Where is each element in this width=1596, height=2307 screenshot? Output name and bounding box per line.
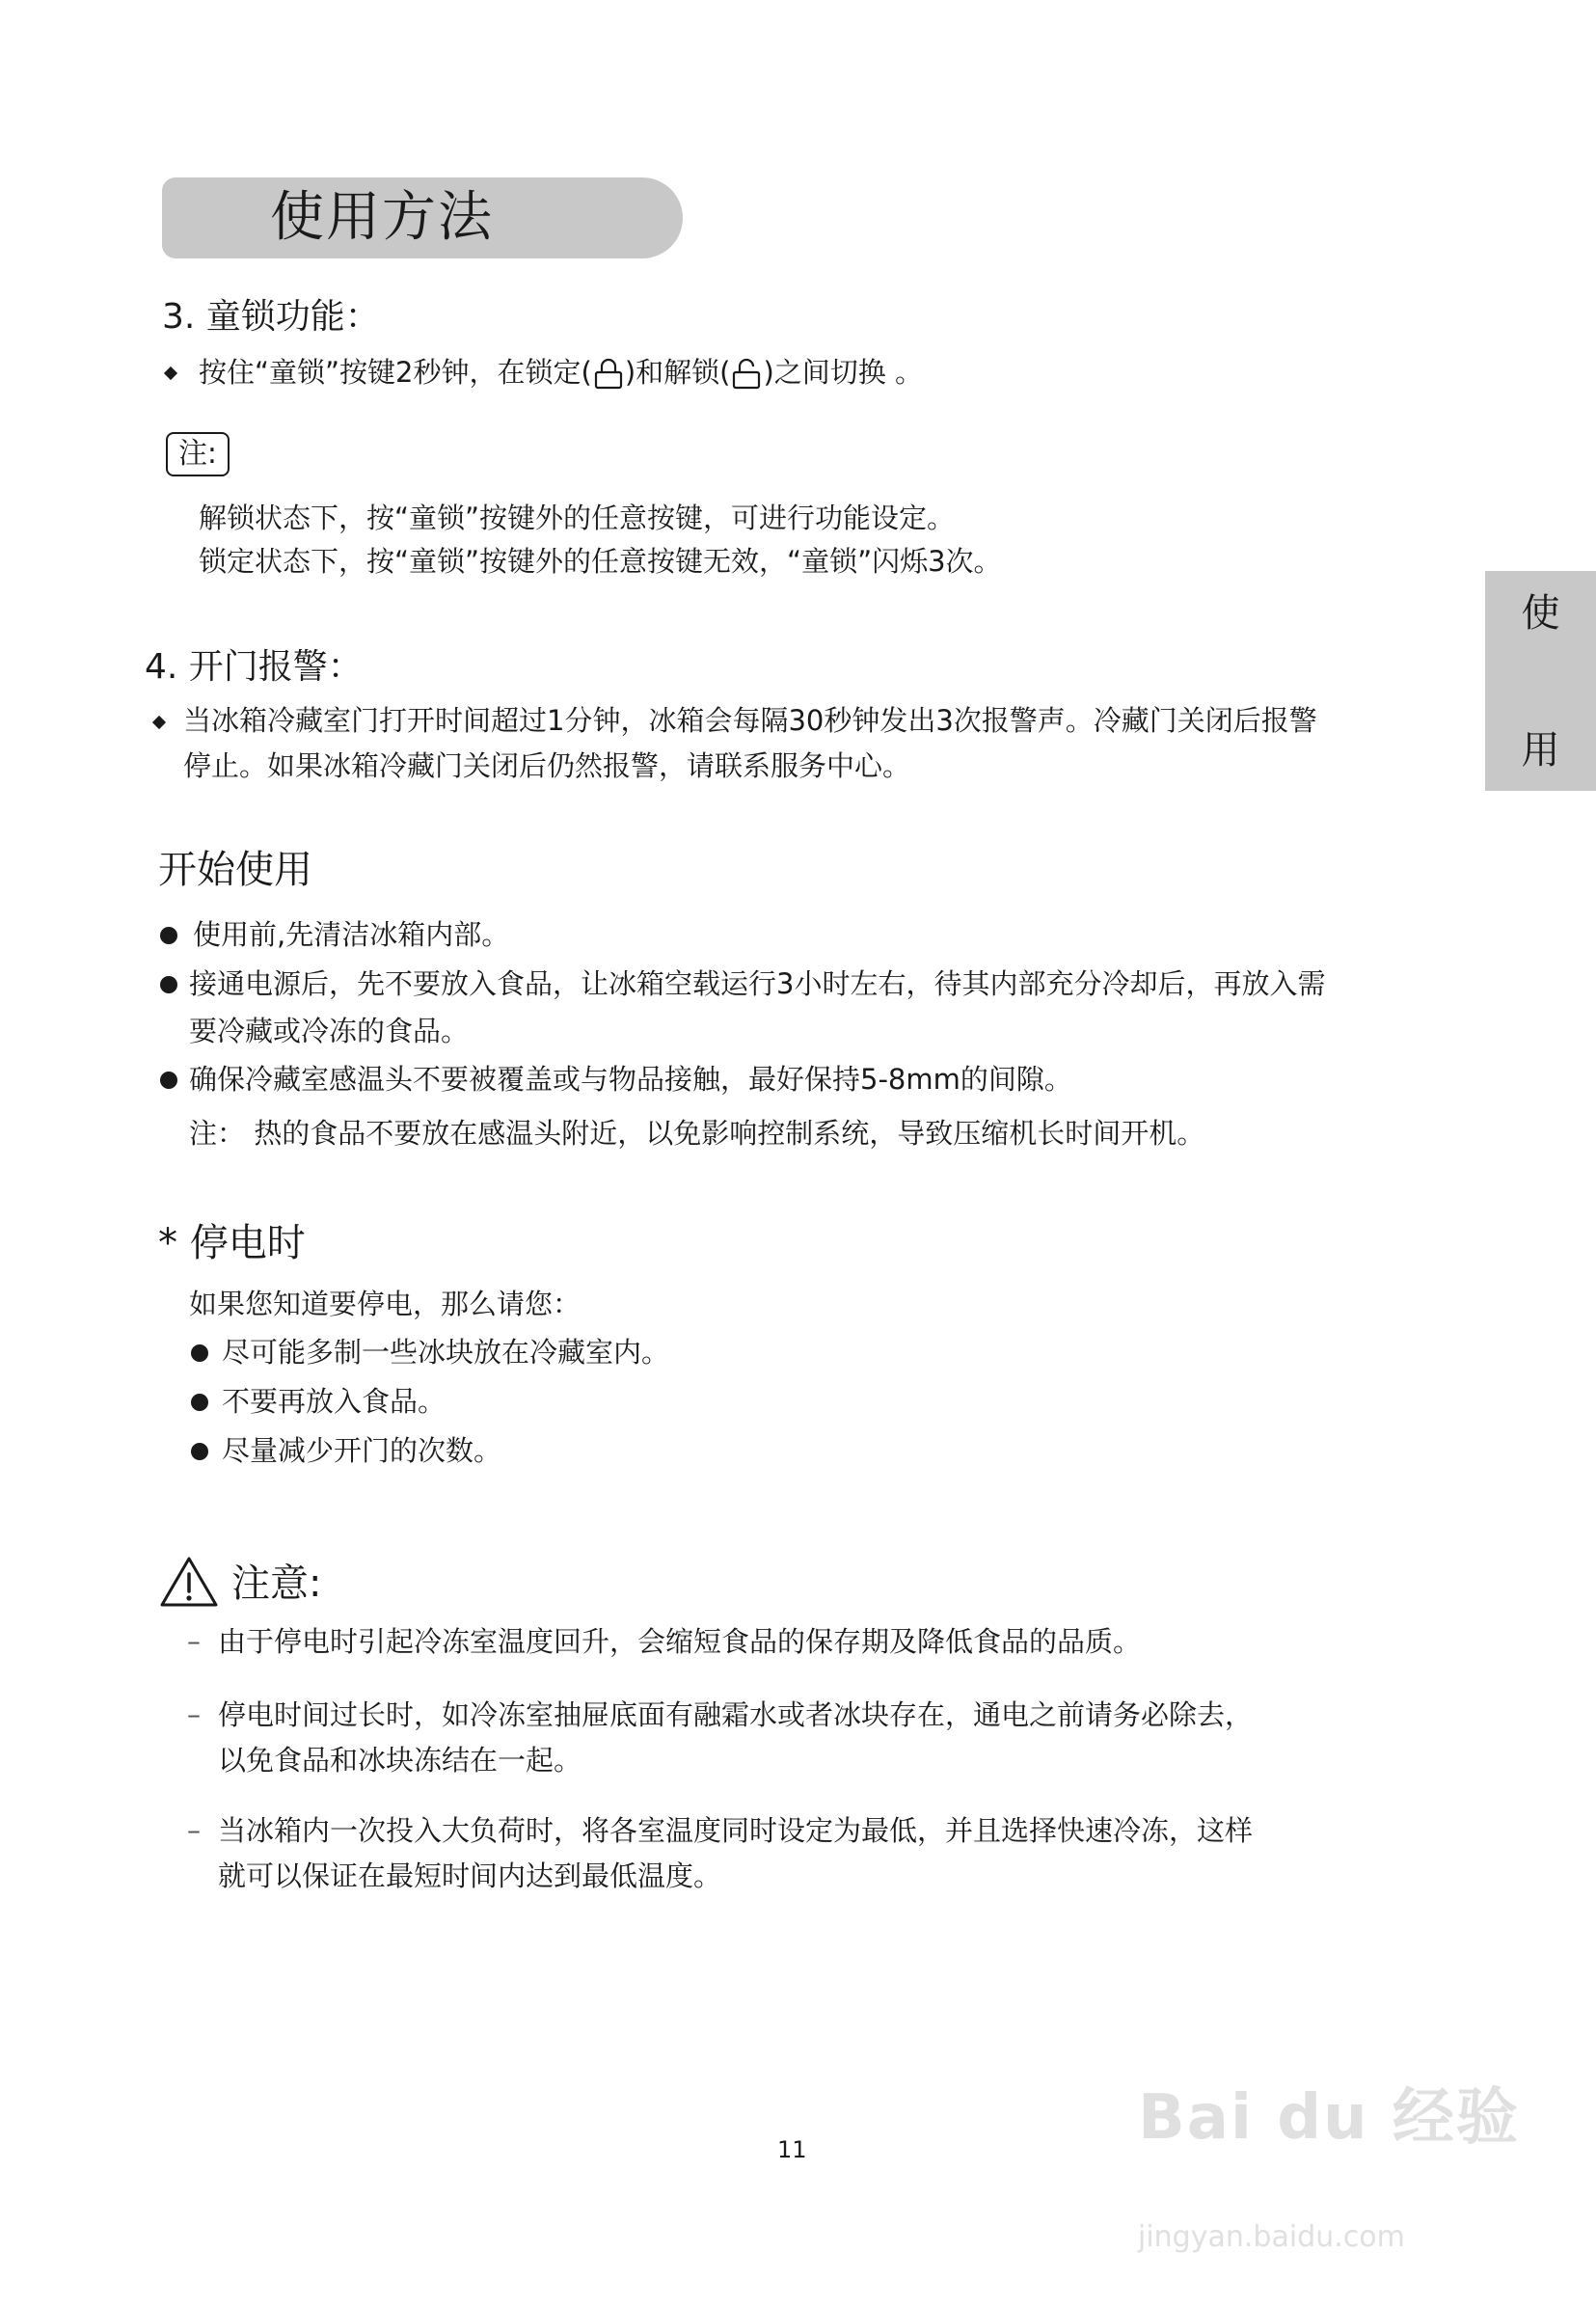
caution-item-2a: 停电时间过长时，如冷冻室抽屉底面有融霜水或者冰块存在，通电之前请务必除去， (218, 1698, 1254, 1731)
dash-marker: – (187, 1814, 201, 1846)
power-outage-item-1: 尽可能多制一些冰块放在冷藏室内。 (222, 1336, 670, 1369)
bullet-dot (191, 1443, 208, 1460)
side-tab-bottom: 用 (1521, 728, 1560, 773)
start-use-item-2b: 要冷藏或冷冻的食品。 (189, 1015, 470, 1047)
bullet-dot (191, 1344, 208, 1362)
power-outage-heading: * 停电时 (158, 1221, 306, 1265)
warning-triangle-icon (158, 1555, 220, 1609)
watermark-brand: Bai du 经验 (1138, 2082, 1520, 2154)
caution-item-3b: 就可以保证在最短时间内达到最低温度。 (218, 1859, 722, 1892)
child-lock-note-1: 解锁状态下，按“童锁”按键外的任意按键，可进行功能设定。 (199, 502, 956, 534)
start-use-heading: 开始使用 (158, 848, 312, 892)
door-alarm-line-2: 停止。如果冰箱冷藏门关闭后仍然报警，请联系服务中心。 (183, 749, 911, 782)
page-title: 使用方法 (270, 186, 494, 249)
child-lock-text-b: )和解锁( (624, 356, 731, 389)
lock-open-icon (730, 357, 763, 392)
page-number: 11 (777, 2136, 807, 2163)
start-use-item-2a: 接通电源后，先不要放入食品，让冰箱空载运行3小时左右，待其内部充分冷却后，再放入需 (189, 967, 1326, 1000)
caution-item-1: 由于停电时引起冷冻室温度回升，会缩短食品的保存期及降低食品的品质。 (218, 1625, 1142, 1658)
power-outage-item-3: 尽量减少开门的次数。 (222, 1434, 502, 1467)
start-use-item-1: 使用前,先清洁冰箱内部。 (193, 918, 510, 951)
note-label-box: 注: (166, 432, 230, 476)
door-alarm-line-1: 当冰箱冷藏室门打开时间超过1分钟，冰箱会每隔30秒钟发出3次报警声。冷藏门关闭后报警 (183, 704, 1317, 737)
bullet-diamond (164, 366, 177, 380)
bullet-diamond (152, 716, 166, 729)
lock-closed-icon (592, 357, 625, 392)
start-use-item-3: 确保冷藏室感温头不要被覆盖或与物品接触，最好保持5-8mm的间隙。 (189, 1063, 1072, 1096)
start-use-note: 注： 热的食品不要放在感温头附近，以免影响控制系统，导致压缩机长时间开机。 (189, 1117, 1205, 1150)
bullet-dot (160, 976, 177, 993)
dash-marker: – (187, 1625, 201, 1657)
power-outage-intro: 如果您知道要停电，那么请您： (189, 1288, 582, 1320)
bullet-dot (160, 927, 177, 944)
dash-marker: – (187, 1698, 201, 1730)
caution-item-3a: 当冰箱内一次投入大负荷时，将各室温度同时设定为最低，并且选择快速冷冻，这样 (218, 1814, 1254, 1847)
bullet-dot (191, 1394, 208, 1411)
child-lock-text-a: 按住“童锁”按键2秒钟，在锁定( (199, 356, 592, 389)
watermark-url: jingyan.baidu.com (1138, 2220, 1405, 2254)
power-outage-item-2: 不要再放入食品。 (222, 1385, 446, 1418)
door-alarm-heading: 4. 开门报警： (145, 647, 363, 687)
child-lock-note-2: 锁定状态下，按“童锁”按键外的任意按键无效，“童锁”闪烁3次。 (199, 545, 1002, 578)
bullet-dot (160, 1072, 177, 1089)
child-lock-heading: 3. 童锁功能： (162, 297, 380, 337)
side-tab (1485, 571, 1596, 791)
side-tab-top: 使 (1521, 591, 1560, 636)
caution-heading: 注意: (231, 1561, 322, 1606)
child-lock-line (199, 353, 923, 392)
caution-item-2b: 以免食品和冰块冻结在一起。 (218, 1744, 582, 1777)
child-lock-text-c: )之间切换 。 (763, 356, 924, 389)
